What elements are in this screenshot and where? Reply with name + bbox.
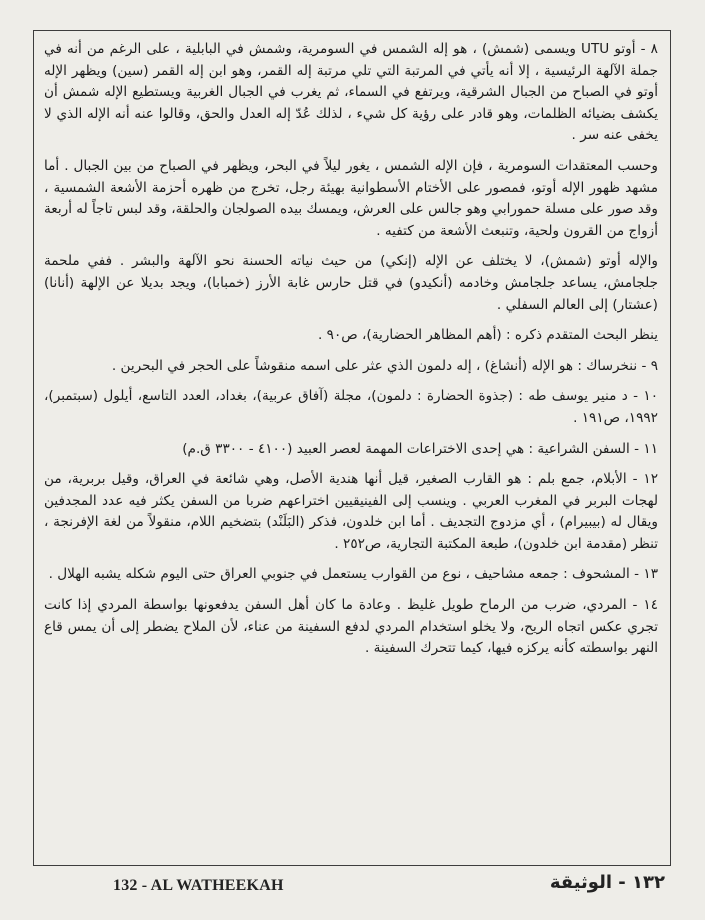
footnote-10 (44, 386, 658, 429)
footnote-11-text: ١١ - السفن الشراعية : هي إحدى الاختراعات المهمة لعصر العبيد (٤١٠٠ - ٣٣٠٠ ق.م) (182, 440, 658, 457)
footnote-13 (44, 564, 658, 586)
footnote-8-paragraph-2: وحسب المعتقدات السومرية ، فإن الإله الشمس ، يغور ليلاً في البحر، ويظهر في الصباح من بين الجبال . أما مشهد ظهور الإله أوتو، فمصور على الأختام الأسطوانية بهيئة رجل، تخرج من ظهره أحزمة الأشعة الشمسية ، وقد صور على مسلة حمورابي وهو جالس على العرش، ويمسك بيده الصولجان والحلقة، وقد لبس تاجاً له أربعة أزواج من القرون ولحية، وتنبعث الأشعة من كتفيه . (44, 157, 658, 239)
footnote-9 (44, 356, 658, 378)
footnote-8 (44, 39, 658, 347)
footnote-8-paragraph-1: ٨ - أوتو UTU ويسمى (شمش) ، هو إله الشمس في السومرية، وشمش في البابلية ، على الرغم من أنه في جملة الآلهة الرئيسية ، إلا أنه يأتي في المرتبة التي تلي مرتبة إله القمر، وهو ابن إله القمر (سين) ويظهر الإله أوتو في الصباح من الجبال الشرقية، ويرتفع في السماء، ثم يغرب في الجبال الغربية ويستطيع الإله شمش أن يكشف بضيائه الظلمات، وهو قادر على رؤية كل شيء ، لذلك عُدّ إله العدل والحق، وقالوا عنه أنه الإله الذي لا يخفى عنه سر . (44, 41, 658, 144)
footnote-8-reference: ينظر البحث المتقدم ذكره : (أهم المظاهر الحضارية)، ص٩٠ . (318, 327, 658, 344)
footer-page-label-latin: 132 - AL WATHEEKAH (113, 877, 284, 894)
footnote-12 (44, 469, 658, 555)
footnote-9-text: ٩ - ننخرساك : هو الإله (أنشاغ) ، إله دلمون الذي عثر على اسمه منقوشاً على الحجر في البحرين . (111, 357, 658, 374)
footnote-8-paragraph-3: والإله أوتو (شمش)، لا يختلف عن الإله (إنكي) من حيث نياته الحسنة نحو الآلهة والبشر . ففي ملحمة جلجامش، يساعد جلجامش وخادمه (أنكيدو) في قتل حارس غابة الأرز (خمبابا)، ويجد بديلا عن الإلهة (أنانا) (عشتار) إلى العالم السفلي . (44, 253, 658, 313)
footnote-14-text: ١٤ - المردي، ضرب من الرماح طويل غليظ . وعادة ما كان أهل السفن يدفعونها بواسطة المردي إذا كانت تجري عكس اتجاه الريح، ولا يخلو استخدام المردي لدفع السفينة من عناء، لأن الملاح يضطر إلى أن يمس قاع النهر بواسطته كأنه يركزه فيها، كيما تتحرك السفينة . (44, 597, 658, 657)
footnote-11 (44, 439, 658, 461)
footnote-14 (44, 595, 658, 660)
footnote-12-text: ١٢ - الأبلام، جمع بلم : هو القارب الصغير، قيل أنها هندية الأصل، وهي شائعة في العراق، وقيل بربرية، من لهجات البربر في المغرب العربي . وينسب إلى الفينيقيين اختراعهم ضربا من السفن يكثر فيه عدد المجدفين ويقال له (بيبيرام) ، أي مزدوج التجديف . أما ابن خلدون، فذكر (البَلَنْد) بتضخيم اللام، منقولاً من لغة الإفرنجة ، تنظر (مقدمة ابن خلدون)، طبعة المكتبة التجارية، ص٢٥٢ . (44, 471, 658, 552)
text-frame (33, 30, 671, 866)
footnote-13-text: ١٣ - المشحوف : جمعه مشاحيف ، نوع من القوارب يستعمل في جنوبي العراق حتى اليوم شكله يشبه الهلال . (48, 566, 658, 583)
footnote-10-text: ١٠ - د منير يوسف طه : (جذوة الحضارة : دلمون)، مجلة (آفاق عربية)، بغداد، العدد التاسع، أيلول (سبتمبر)، ١٩٩٢، ص١٩١ . (44, 388, 658, 426)
footer-page-label-arabic: ١٣٢ - الوثيقة (549, 872, 665, 893)
footnotes (44, 39, 658, 859)
